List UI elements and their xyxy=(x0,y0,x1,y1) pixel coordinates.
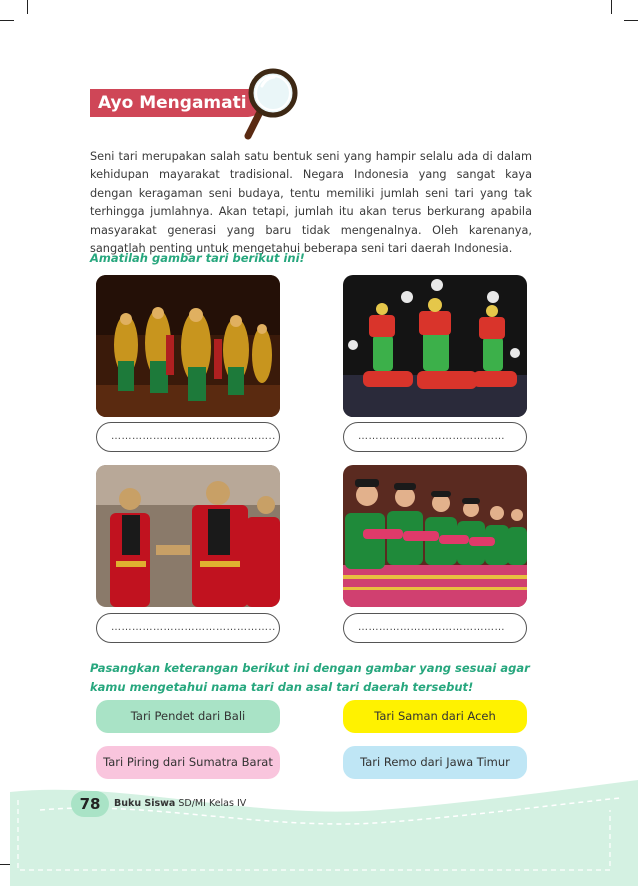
answer-blank[interactable]: ……………………………………….. xyxy=(96,613,280,643)
magnifier-icon xyxy=(240,66,300,142)
option-tari-remo[interactable]: Tari Remo dari Jawa Timur xyxy=(343,746,527,779)
crop-mark xyxy=(0,20,14,21)
option-tari-pendet[interactable]: Tari Pendet dari Bali xyxy=(96,700,280,733)
intro-paragraph: Seni tari merupakan salah satu bentuk seni yang hampir selalu ada di dalam kehidupan mayarakat tradisional. Negara Indonesia yang sangat kaya dengan keragaman seni budaya, tentu memiliki jumlah seni tari yang tak terhingga jumlahnya. Akan tetapi, jumlah itu akan terus berkurang apabila masyarakat generasi yang baru tidak mengenalnya. Oleh karenanya, sangatlah penting untuk mengetahui beberapa seni tari daerah Indonesia. xyxy=(90,150,532,256)
option-tari-piring[interactable]: Tari Piring dari Sumatra Barat xyxy=(96,746,280,779)
book-footer xyxy=(114,798,246,809)
book-subtitle: SD/MI Kelas IV xyxy=(178,798,247,809)
answer-blank[interactable]: …………………………………… xyxy=(343,422,527,452)
photo-saman-dance xyxy=(343,465,527,607)
answer-blank[interactable]: …………………………………… xyxy=(343,613,527,643)
book-title: Buku Siswa xyxy=(114,798,176,809)
crop-mark xyxy=(611,0,612,14)
matching-instruction: Pasangkan keterangan berikut ini dengan gambar yang sesuai agar kamu mengetahui nama tari dan asal tari daerah tersebut! xyxy=(90,661,530,694)
section-title: Ayo Mengamati xyxy=(90,89,262,117)
page-number: 78 xyxy=(71,791,109,817)
answer-blank[interactable]: ……………………………………….. xyxy=(96,422,280,452)
option-tari-saman[interactable]: Tari Saman dari Aceh xyxy=(343,700,527,733)
crop-mark xyxy=(27,0,28,14)
observe-instruction: Amatilah gambar tari berikut ini! xyxy=(90,251,305,265)
photo-remo-dance xyxy=(96,465,280,607)
crop-mark xyxy=(624,20,638,21)
footer-wave xyxy=(0,770,638,886)
photo-piring-dance xyxy=(343,275,527,417)
photo-pendet-dance xyxy=(96,275,280,417)
